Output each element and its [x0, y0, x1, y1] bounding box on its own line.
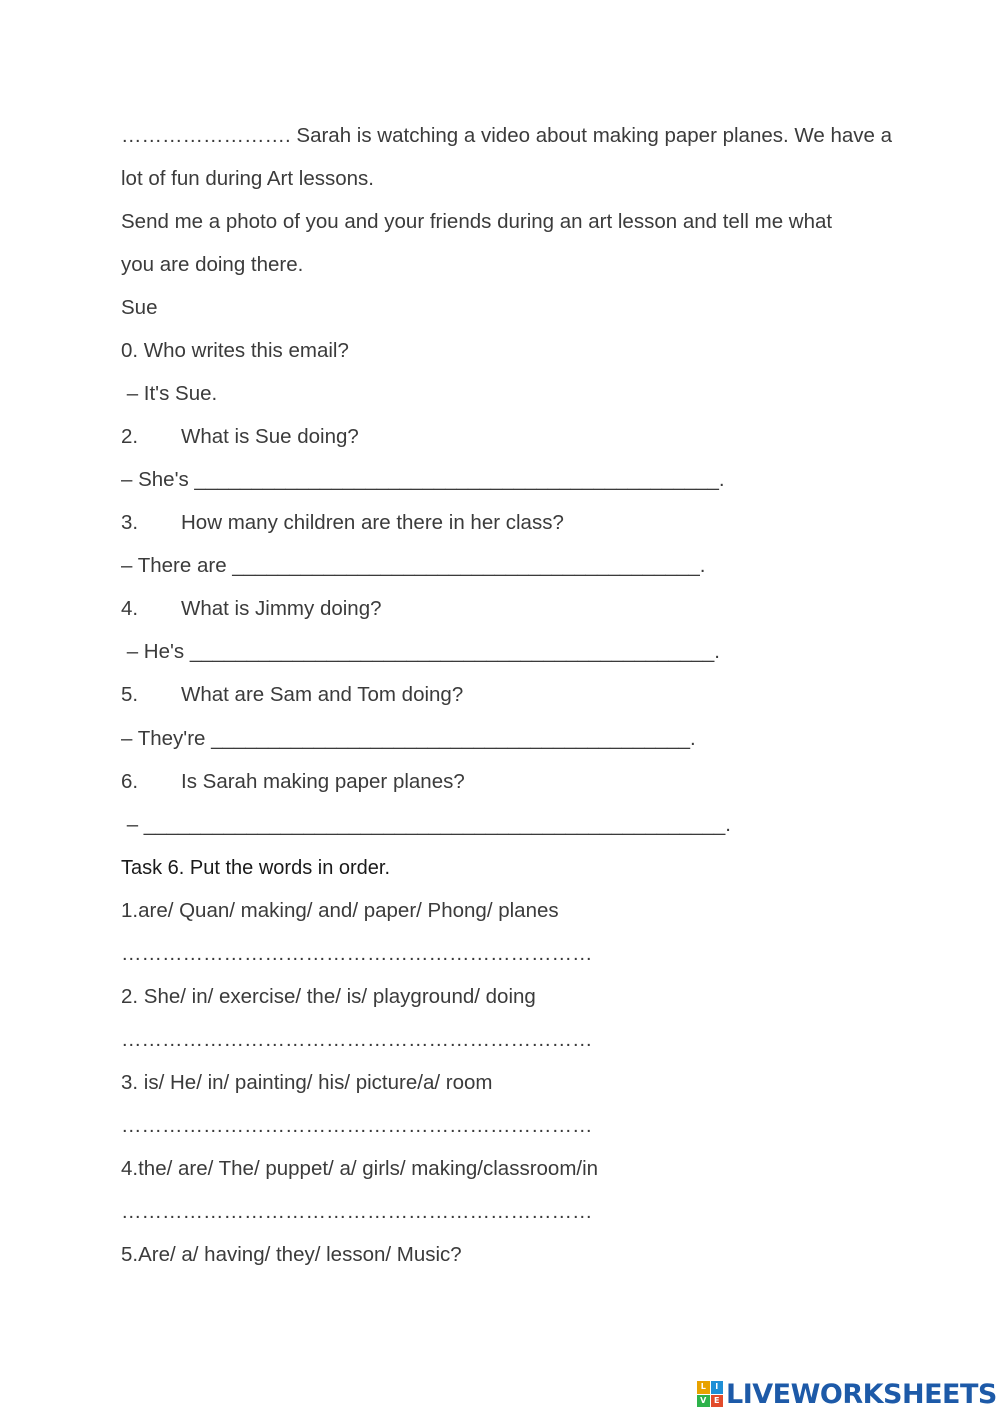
- answer-4[interactable]: – He's ______________________________________________.: [121, 640, 721, 663]
- email-signature: Sue: [121, 296, 158, 319]
- liveworksheets-logo: [697, 1377, 997, 1411]
- question-text: What is Sue doing?: [181, 425, 359, 448]
- question-number: 2.: [121, 425, 139, 448]
- question-text: How many children are there in her class?: [181, 511, 564, 534]
- logo-mark-letter: E: [711, 1395, 724, 1408]
- task6-blank-4[interactable]: ……………………………………………………………: [121, 1200, 593, 1223]
- question-4: [121, 597, 382, 621]
- answer-0: – It's Sue.: [121, 382, 218, 405]
- email-line-4: you are doing there.: [121, 253, 304, 276]
- question-number: 5.: [121, 683, 139, 706]
- question-5: [121, 683, 463, 707]
- task6-blank-3[interactable]: ……………………………………………………………: [121, 1114, 593, 1137]
- answer-3[interactable]: – There are _________________________________________.: [121, 554, 706, 577]
- email-line-1: ……………………. Sarah is watching a video about making paper planes. We have a: [121, 124, 893, 147]
- question-number: 4.: [121, 597, 139, 620]
- question-2: [121, 425, 359, 449]
- question-0: 0. Who writes this email?: [121, 339, 349, 362]
- logo-mark-letter: L: [697, 1381, 710, 1394]
- logo-mark-letter: I: [711, 1381, 724, 1394]
- question-text: What is Jimmy doing?: [181, 597, 382, 620]
- question-number: 6.: [121, 770, 139, 793]
- email-line-3: Send me a photo of you and your friends during an art lesson and tell me what: [121, 210, 833, 233]
- answer-5[interactable]: – They're __________________________________________.: [121, 727, 696, 750]
- answer-6[interactable]: – ___________________________________________________.: [121, 813, 731, 836]
- logo-mark-letter: V: [697, 1395, 710, 1408]
- question-text: Is Sarah making paper planes?: [181, 770, 465, 793]
- question-number: 3.: [121, 511, 139, 534]
- task-6-title: Task 6. Put the words in order.: [121, 857, 391, 879]
- task6-prompt-4: 4.the/ are/ The/ puppet/ a/ girls/ making/classroom/in: [121, 1157, 599, 1180]
- task6-blank-2[interactable]: ……………………………………………………………: [121, 1028, 593, 1051]
- task6-blank-1[interactable]: ……………………………………………………………: [121, 942, 593, 965]
- task6-prompt-1: 1.are/ Quan/ making/ and/ paper/ Phong/ planes: [121, 899, 559, 922]
- liveworksheets-logo-text: LIVEWORKSHEETS: [726, 1378, 997, 1410]
- liveworksheets-logo-mark: [697, 1381, 723, 1407]
- question-6: [121, 770, 465, 794]
- question-text: What are Sam and Tom doing?: [181, 683, 464, 706]
- task6-prompt-3: 3. is/ He/ in/ painting/ his/ picture/a/ room: [121, 1071, 493, 1094]
- question-3: [121, 511, 564, 535]
- email-line-2: lot of fun during Art lessons.: [121, 167, 374, 190]
- task6-prompt-5: 5.Are/ a/ having/ they/ lesson/ Music?: [121, 1243, 462, 1266]
- task6-prompt-2: 2. She/ in/ exercise/ the/ is/ playground/ doing: [121, 985, 536, 1008]
- answer-2[interactable]: – She's ______________________________________________.: [121, 468, 725, 491]
